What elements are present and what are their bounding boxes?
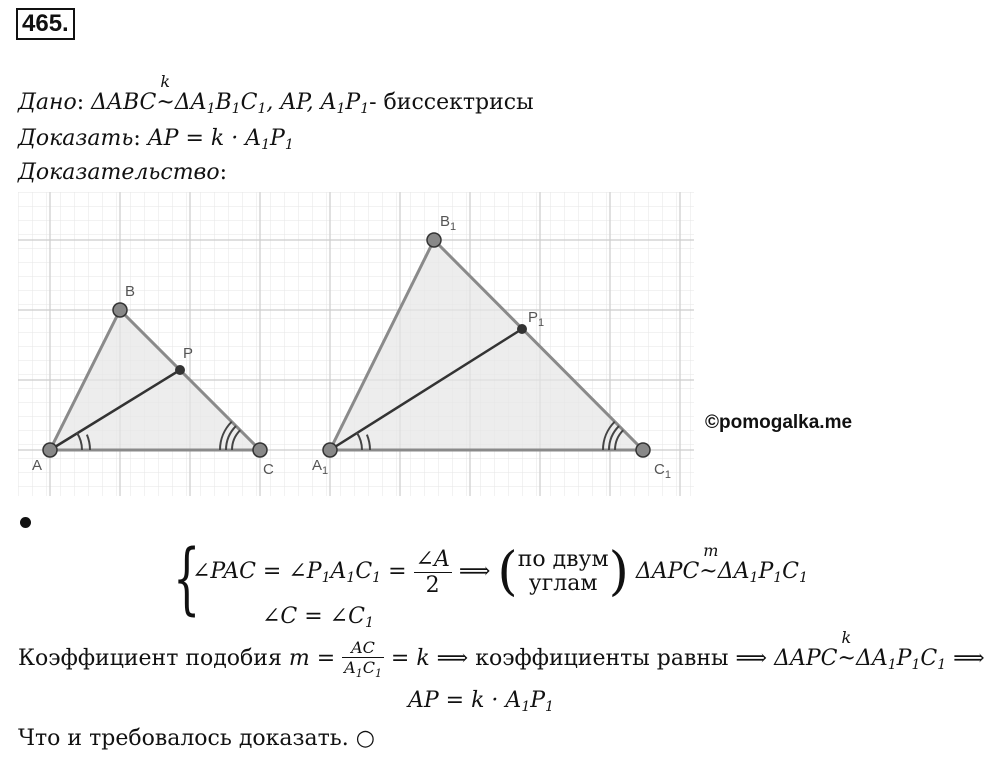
r1-frac-den: 2: [425, 572, 440, 598]
c0: ΔA: [855, 646, 888, 671]
prove-sep: :: [133, 126, 141, 151]
point-b: [113, 303, 127, 317]
r1-c: C: [355, 559, 373, 584]
row1-similarity: [699, 541, 719, 584]
coef-m: m =: [288, 646, 343, 671]
coef-similarity: [837, 628, 856, 671]
fd3: 1: [374, 667, 382, 680]
r1-s2: 1: [346, 570, 356, 586]
similarity-coefficient: k: [160, 72, 171, 91]
r2-s1: 1: [364, 615, 374, 631]
r1-eq: =: [381, 559, 414, 584]
given-line: [18, 72, 534, 117]
prove-p: P: [270, 126, 285, 151]
point-c1: [636, 443, 650, 457]
reason-top: по двум: [517, 547, 609, 572]
system-row-2: [262, 604, 374, 631]
similarity-sign: [156, 72, 175, 115]
g5: 1: [257, 101, 267, 117]
row1-m: m: [703, 541, 719, 560]
res-p: P: [530, 688, 546, 713]
tilde: ~: [156, 90, 175, 115]
g1: 1: [206, 101, 216, 117]
r1-frac-num: ∠A: [415, 546, 450, 572]
system-brace: {: [173, 534, 201, 624]
label-c: C: [263, 461, 274, 478]
coef-k: k: [841, 628, 852, 647]
coef-frac-num: AC: [342, 638, 384, 658]
coef-tri2: [856, 646, 946, 671]
label-p1: $P_1$: [528, 309, 545, 329]
given-label: Дано: [18, 90, 77, 115]
res-lhs: AP = k · A: [408, 688, 522, 713]
t0: ΔA: [717, 559, 750, 584]
prove-label: Доказать: [18, 126, 134, 151]
proof-line: [18, 160, 227, 185]
c3: 1: [911, 657, 921, 673]
r1-mid: A: [330, 559, 347, 584]
bullet-marker: [20, 517, 31, 528]
problem-number: 465.: [16, 8, 75, 40]
result-expression: [408, 688, 554, 713]
coef-tri1: ΔAPC: [774, 646, 838, 671]
row1-tri1: ΔAPC: [635, 559, 700, 584]
g8: P: [345, 90, 361, 115]
g9: 1: [360, 101, 370, 117]
g7: 1: [336, 101, 346, 117]
g6: , AP, A: [266, 90, 337, 115]
prove-sub2: 1: [284, 137, 294, 153]
coef-tilde: ~: [837, 646, 856, 671]
given-sep: :: [76, 90, 85, 115]
point-c: [253, 443, 267, 457]
g4: C: [240, 90, 258, 115]
row1-tri2: [718, 559, 808, 584]
triangle-abc: ΔABC: [91, 90, 157, 115]
r1-s3: 1: [372, 570, 382, 586]
given-expression: [175, 90, 369, 115]
triangles-figure: [18, 192, 694, 496]
res-sub2: 1: [545, 699, 554, 715]
system-row-1: [192, 542, 808, 602]
fd1: 1: [355, 667, 363, 680]
fd0: A: [344, 658, 356, 677]
g3: 1: [231, 101, 241, 117]
c1: 1: [887, 657, 897, 673]
label-b1: $B_1$: [440, 213, 457, 233]
label-b: B: [125, 283, 136, 300]
coef-frac-den: [342, 658, 384, 680]
c5: 1: [937, 657, 947, 673]
g0: ΔA: [174, 90, 207, 115]
coef-fraction: [342, 638, 384, 680]
paren-close: ): [608, 542, 629, 602]
label-c1: $C_1$: [654, 461, 671, 481]
paren-open: (: [497, 542, 518, 602]
t3: 1: [773, 570, 783, 586]
fd2: C: [362, 658, 375, 677]
proof-sep: :: [219, 160, 228, 185]
row2-equality: [262, 604, 374, 629]
conclusion-text: Что и требовалось доказать. ○: [18, 726, 375, 751]
watermark: ©pomogalka.me: [705, 412, 853, 433]
t4: C: [782, 559, 800, 584]
t2: P: [758, 559, 774, 584]
point-p: [175, 365, 185, 375]
conclusion-line: [18, 726, 375, 751]
coefficient-line: [18, 628, 985, 680]
prove-line: [18, 126, 294, 153]
row1-tilde: ~: [699, 559, 718, 584]
proof-label: Доказательство: [18, 160, 220, 185]
label-a1: $A_1$: [312, 457, 329, 477]
t1: 1: [749, 570, 759, 586]
row1-fraction: [414, 547, 452, 598]
coef-implies: ⟹: [946, 646, 985, 671]
prove-sub1: 1: [261, 137, 270, 153]
c2: P: [896, 646, 912, 671]
given-tail: - биссектрисы: [369, 90, 534, 115]
coef-text1: Коэффициент подобия: [18, 646, 289, 671]
point-p1: [517, 324, 527, 334]
point-a: [43, 443, 57, 457]
t5: 1: [799, 570, 808, 586]
coef-eq-k: = k ⟹: [383, 646, 476, 671]
r2-lhs: ∠C = ∠C: [262, 604, 365, 629]
res-sub1: 1: [521, 699, 531, 715]
prove-expression: [148, 126, 294, 151]
c4: C: [920, 646, 938, 671]
prove-lhs: AP = k · A: [147, 126, 262, 151]
point-a1: [323, 443, 337, 457]
result-line: [408, 688, 554, 715]
row1-implies: ⟹: [458, 559, 491, 584]
point-b1: [427, 233, 441, 247]
r1-s1: 1: [321, 570, 331, 586]
row1-equality: [192, 559, 414, 584]
label-a: A: [32, 457, 43, 474]
reason-bottom: углам: [528, 571, 598, 596]
coef-text2: коэффициенты равны ⟹: [475, 646, 775, 671]
r1-lhs: ∠PAC = ∠P: [192, 559, 322, 584]
g2: B: [215, 90, 232, 115]
reason-box: [518, 548, 609, 596]
label-p: P: [183, 345, 194, 362]
